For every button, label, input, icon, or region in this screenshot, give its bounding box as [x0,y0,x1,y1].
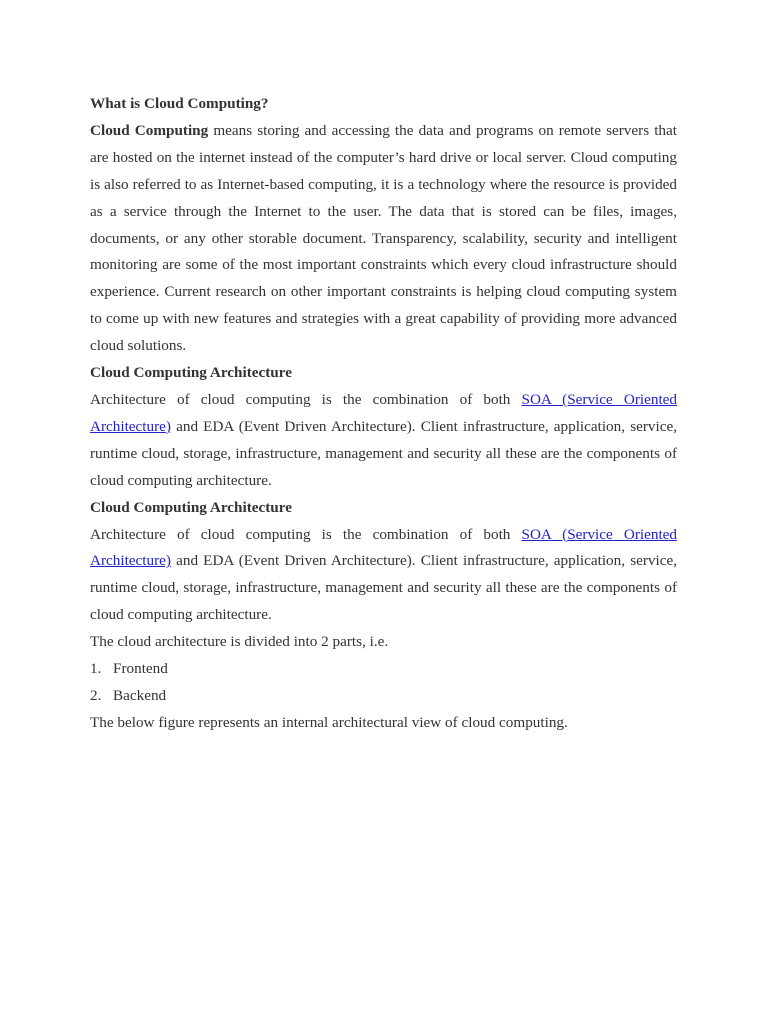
list-item [90,683,677,710]
list-item-label: Frontend [113,660,168,678]
architecture-text-after-link: and EDA (Event Driven Architecture). Client infrastructure, application, service, runtime cloud, storage, infrastructure, management and security all these are the components of cloud computing architecture. [90,552,677,624]
list-item-number: 1. [90,660,102,678]
intro-lead-term: Cloud Computing [90,121,209,139]
divided-text: The cloud architecture is divided into 2 parts, i.e. [90,633,389,651]
intro-paragraph [90,118,677,360]
architecture-text-before-link: Architecture of cloud computing is the combination of both [90,390,522,408]
figure-caption-text: The below figure represents an internal architectural view of cloud computing. [90,713,568,731]
intro-body-text: means storing and accessing the data and programs on remote servers that are hosted on the internet instead of the computer’s hard drive or local server. Cloud computing is also referred to as Internet-based computing, it is a technology where the resource is provided as a service through the Internet to the user. The data that is stored can be files, images, documents, or any other storable document. Transparency, scalability, security and intelligent monitoring are some of the most important constraints which every cloud infrastructure should experience. Current research on other important constraints is helping cloud computing system to come up with new features and strategies with a great capability of providing more advanced cloud solutions. [90,121,677,355]
list-item-label: Backend [113,686,167,704]
document-page [90,91,677,737]
intro-heading: What is Cloud Computing? [90,95,269,112]
list-item-number: 2. [90,686,102,704]
architecture-heading-1: Cloud Computing Architecture [90,364,292,382]
soa-link[interactable]: SOA (Service Oriented Architecture) [90,525,677,570]
soa-link[interactable]: SOA (Service Oriented Architecture) [90,390,677,435]
architecture-text-after-link: and EDA (Event Driven Architecture). Client infrastructure, application, service, runtime cloud, storage, infrastructure, management and security all these are the components of cloud computing architecture. [90,417,677,489]
architecture-paragraph-1 [90,387,677,495]
architecture-parts-list [90,656,677,710]
architecture-text-before-link: Architecture of cloud computing is the combination of both [90,525,522,543]
architecture-heading-2: Cloud Computing Architecture [90,498,292,516]
architecture-paragraph-2 [90,522,677,630]
list-item [90,656,677,683]
